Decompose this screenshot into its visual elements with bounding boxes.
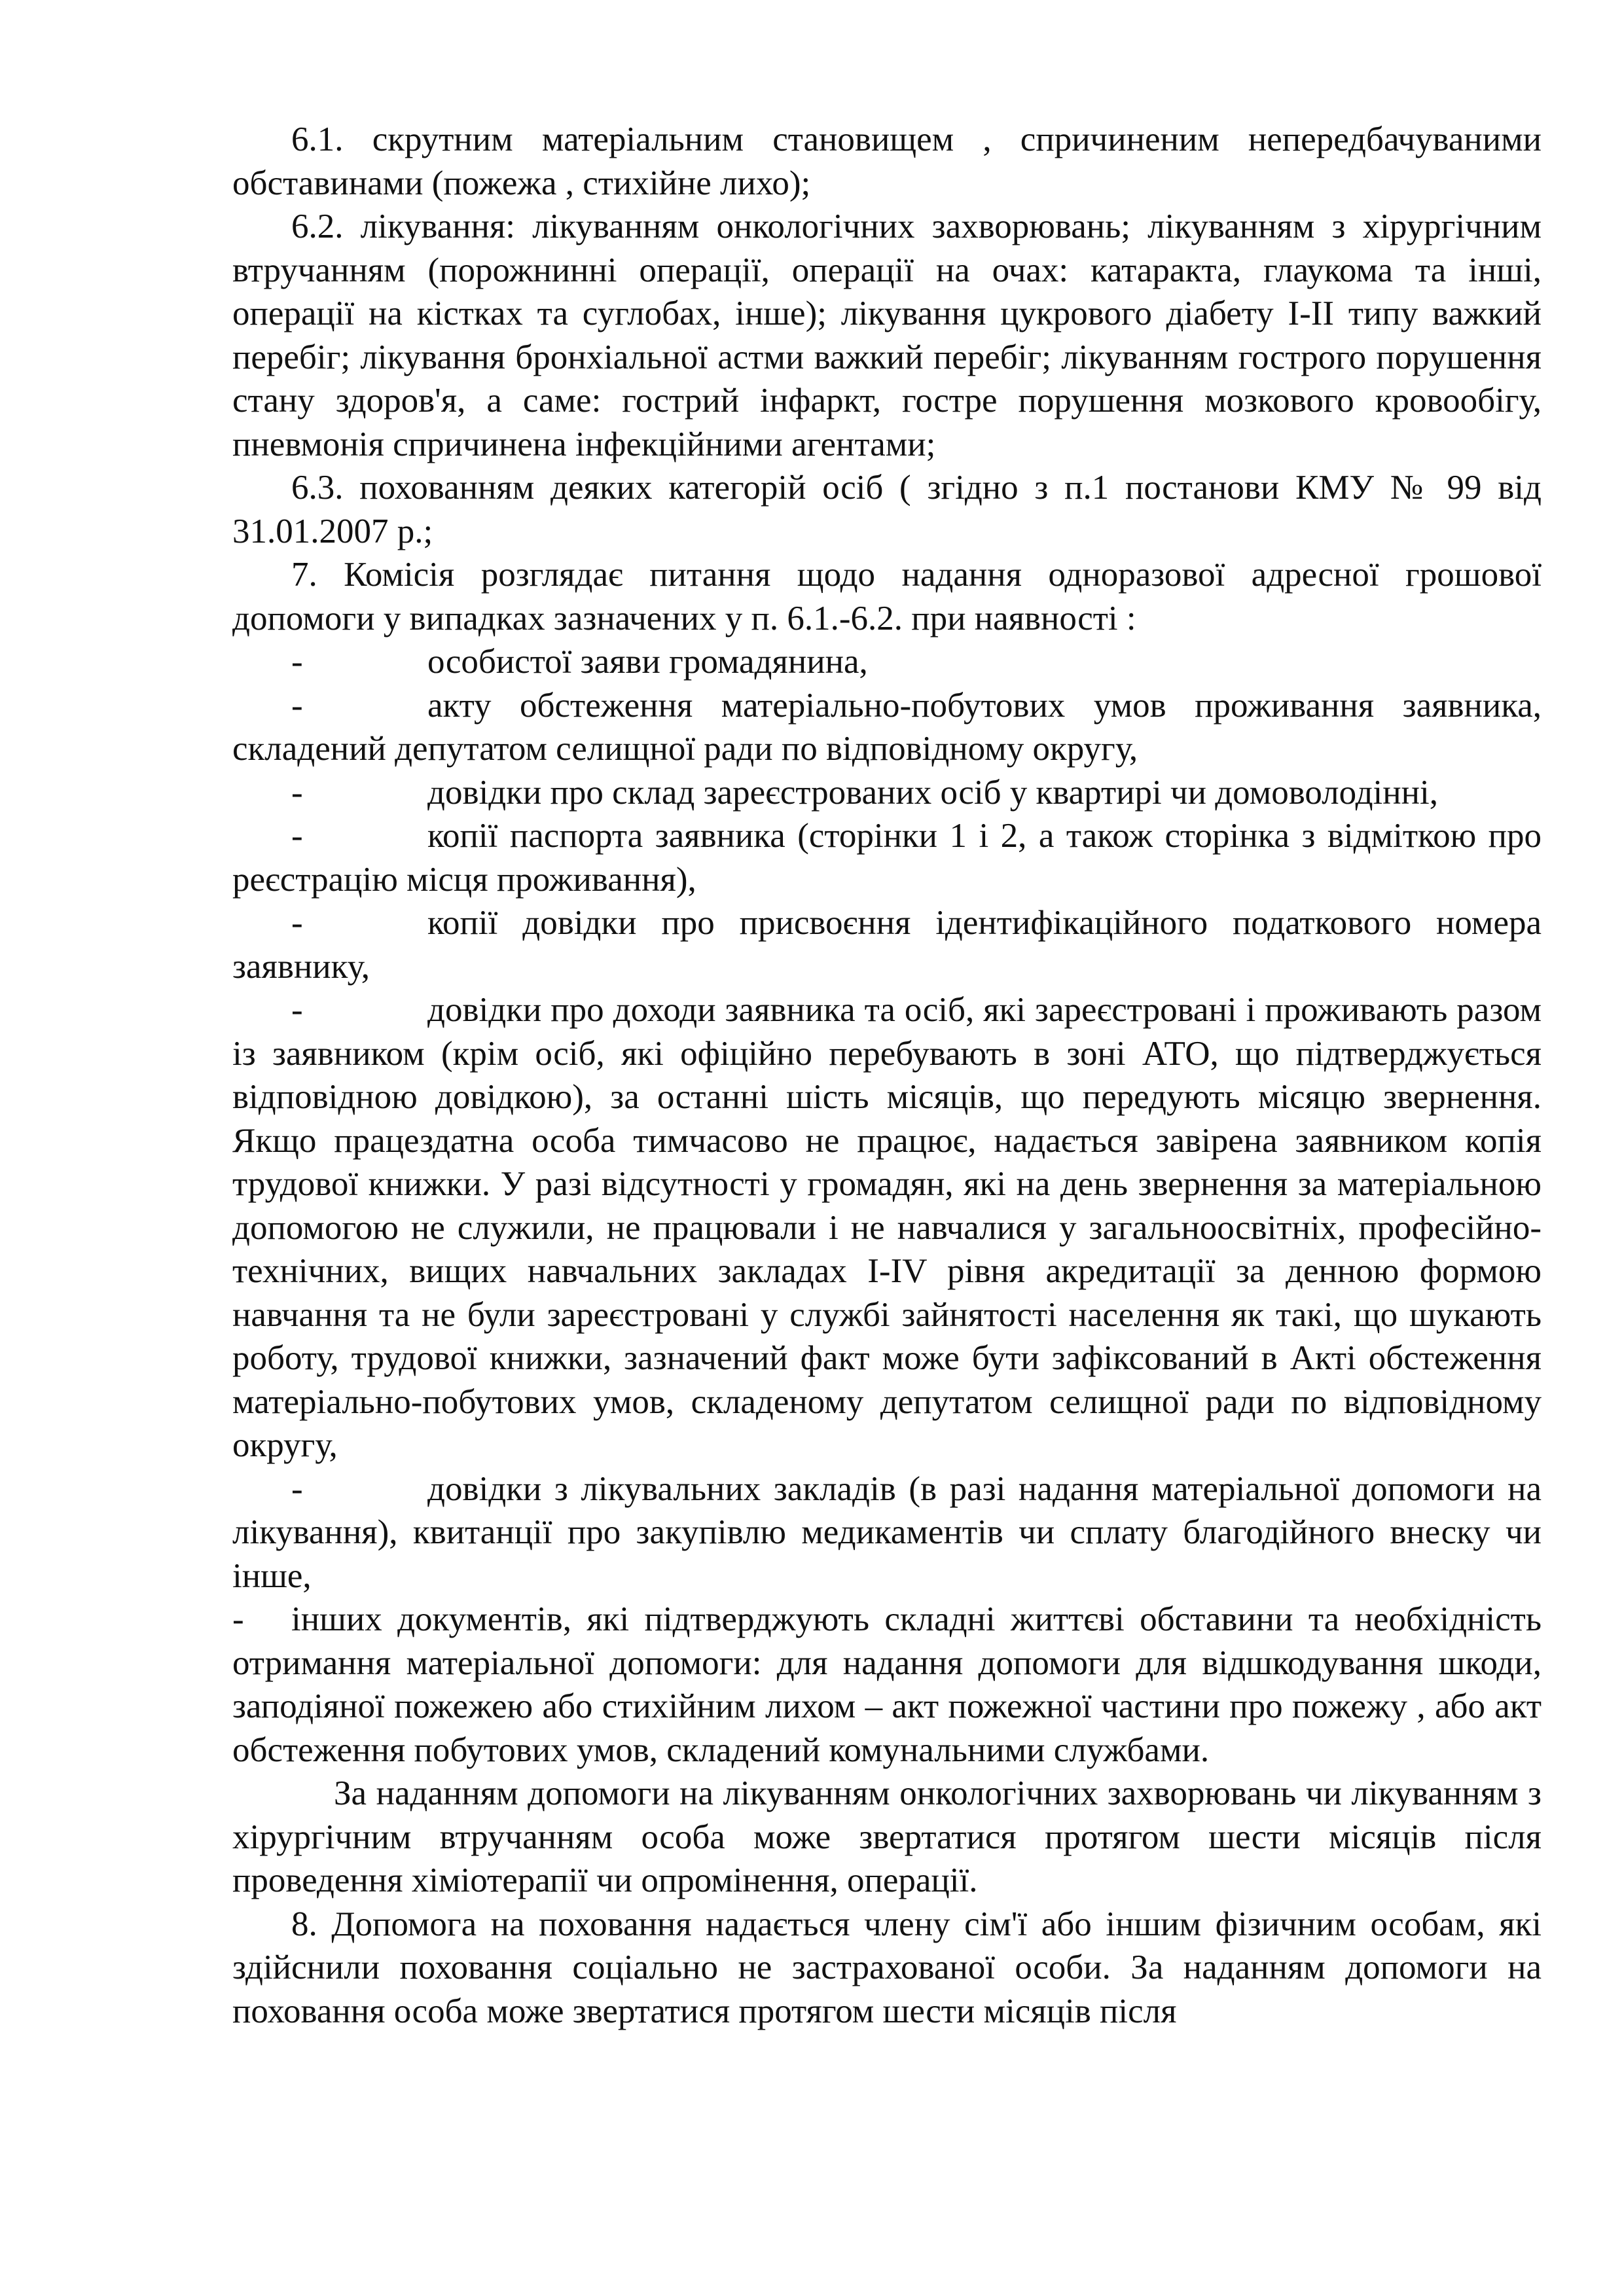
dash-marker: - [291, 1469, 303, 1508]
document-page [232, 118, 1542, 2033]
list-item-passport-copy [232, 814, 1542, 901]
list-item-income-certificate [232, 988, 1542, 1467]
dash-marker: - [291, 817, 303, 855]
list-item-medical-certificate [232, 1467, 1542, 1598]
list-item-text: довідки з лікувальних закладів (в разі надання матеріальної допомоги на лікування), квитанції про закупівлю медикаментів чи сплату благодійного внеску чи інше, [232, 1469, 1542, 1595]
dash-marker: - [291, 773, 303, 812]
list-item-text: акту обстеження матеріально-побутових умов проживання заявника, складений депутатом селищної ради по відповідному округу, [232, 686, 1542, 768]
dash-marker: - [232, 1600, 244, 1638]
paragraph-6-3: 6.3. похованням деяких категорій осіб ( згідно з п.1 постанови КМУ № 99 від 31.01.2007 р.; [232, 469, 1542, 550]
list-item-text: довідки про доходи заявника та осіб, які зареєстровані і проживають разом із заявником (крім осіб, які офіційно перебувають в зоні АТО, що підтверджується відповідною довідкою), за останні шість місяців, що передують місяцю звернення. Якщо працездатна особа тимчасово не працює, надається завірена заявником копія трудової книжки. У разі відсутності у громадян, які на день звернення за матеріальною допомогою не служили, не працювали і не навчалися у загальноосвітніх, професійно-технічних, вищих навчальних закладах I-IV рівня акредитації за денною формою навчання та не були зареєстровані у службі зайнятості населення як такі, що шукають роботу, трудової книжки, зазначений факт може бути зафіксований в Акті обстеження матеріально-побутових умов, складеному депутатом селищної ради по відповідному округу, [232, 991, 1542, 1464]
list-item-inspection-act [232, 684, 1542, 771]
list-item-household-certificate [232, 771, 1542, 815]
dash-marker: - [291, 643, 303, 681]
dash-marker: - [291, 904, 303, 942]
list-item-application [232, 640, 1542, 684]
paragraph-6-1: 6.1. скрутним матеріальним становищем , спричиненим непередбачуваними обставинами (пожежа , стихійне лихо); [232, 120, 1542, 202]
paragraph-6-2: 6.2. лікування: лікуванням онкологічних захворювань; лікуванням з хірургічним втручанням (порожнинні операції, операції на очах: катаракта, глаукома та інші, операції на кістках та суглобах, інше); лікування цукрового діабету I-II типу важкий перебіг; лікування бронхіальної астми важкий перебіг; лікуванням гострого порушення стану здоров'я, а саме: гострий інфаркт, гостре порушення мозкового кровообігу, пневмонія спричинена інфекційними агентами; [232, 207, 1542, 463]
dash-marker: - [291, 991, 303, 1029]
dash-marker: - [291, 686, 303, 725]
list-item-text: особистої заяви громадянина, [427, 643, 868, 681]
list-item-text: копії довідки про присвоєння ідентифікаційного податкового номера заявнику, [232, 904, 1542, 986]
list-item-text: інших документів, які підтверджують складні життєві обставини та необхідність отримання матеріальної допомоги: для надання допомоги для відшкодування шкоди, заподіяної пожежею або стихійним лихом – акт пожежної частини про пожежу , або акт обстеження побутових умов, складений комунальними службами. [232, 1600, 1542, 1769]
list-item-text: копії паспорта заявника (сторінки 1 і 2, а також сторінка з відміткою про реєстрацію місця проживання), [232, 817, 1542, 899]
paragraph-treatment-deadline: За наданням допомоги на лікуванням онкологічних захворювань чи лікуванням з хірургічним втручанням особа може звертатися протягом шести місяців після проведення хіміотерапії чи опромінення, операції. [232, 1774, 1542, 1899]
paragraph-7: 7. Комісія розглядає питання щодо надання одноразової адресної грошової допомоги у випадках зазначених у п. 6.1.-6.2. при наявності : [232, 556, 1542, 637]
list-item-other-documents [232, 1598, 1542, 1772]
list-item-tax-number [232, 901, 1542, 988]
paragraph-8: 8. Допомога на поховання надається члену сім'ї або іншим фізичним особам, які здійснили поховання соціально не застрахованої особи. За наданням допомоги на поховання особа може звертатися протягом шести місяців після [232, 1905, 1542, 2030]
list-item-text: довідки про склад зареєстрованих осіб у квартирі чи домоволодінні, [427, 773, 1438, 812]
